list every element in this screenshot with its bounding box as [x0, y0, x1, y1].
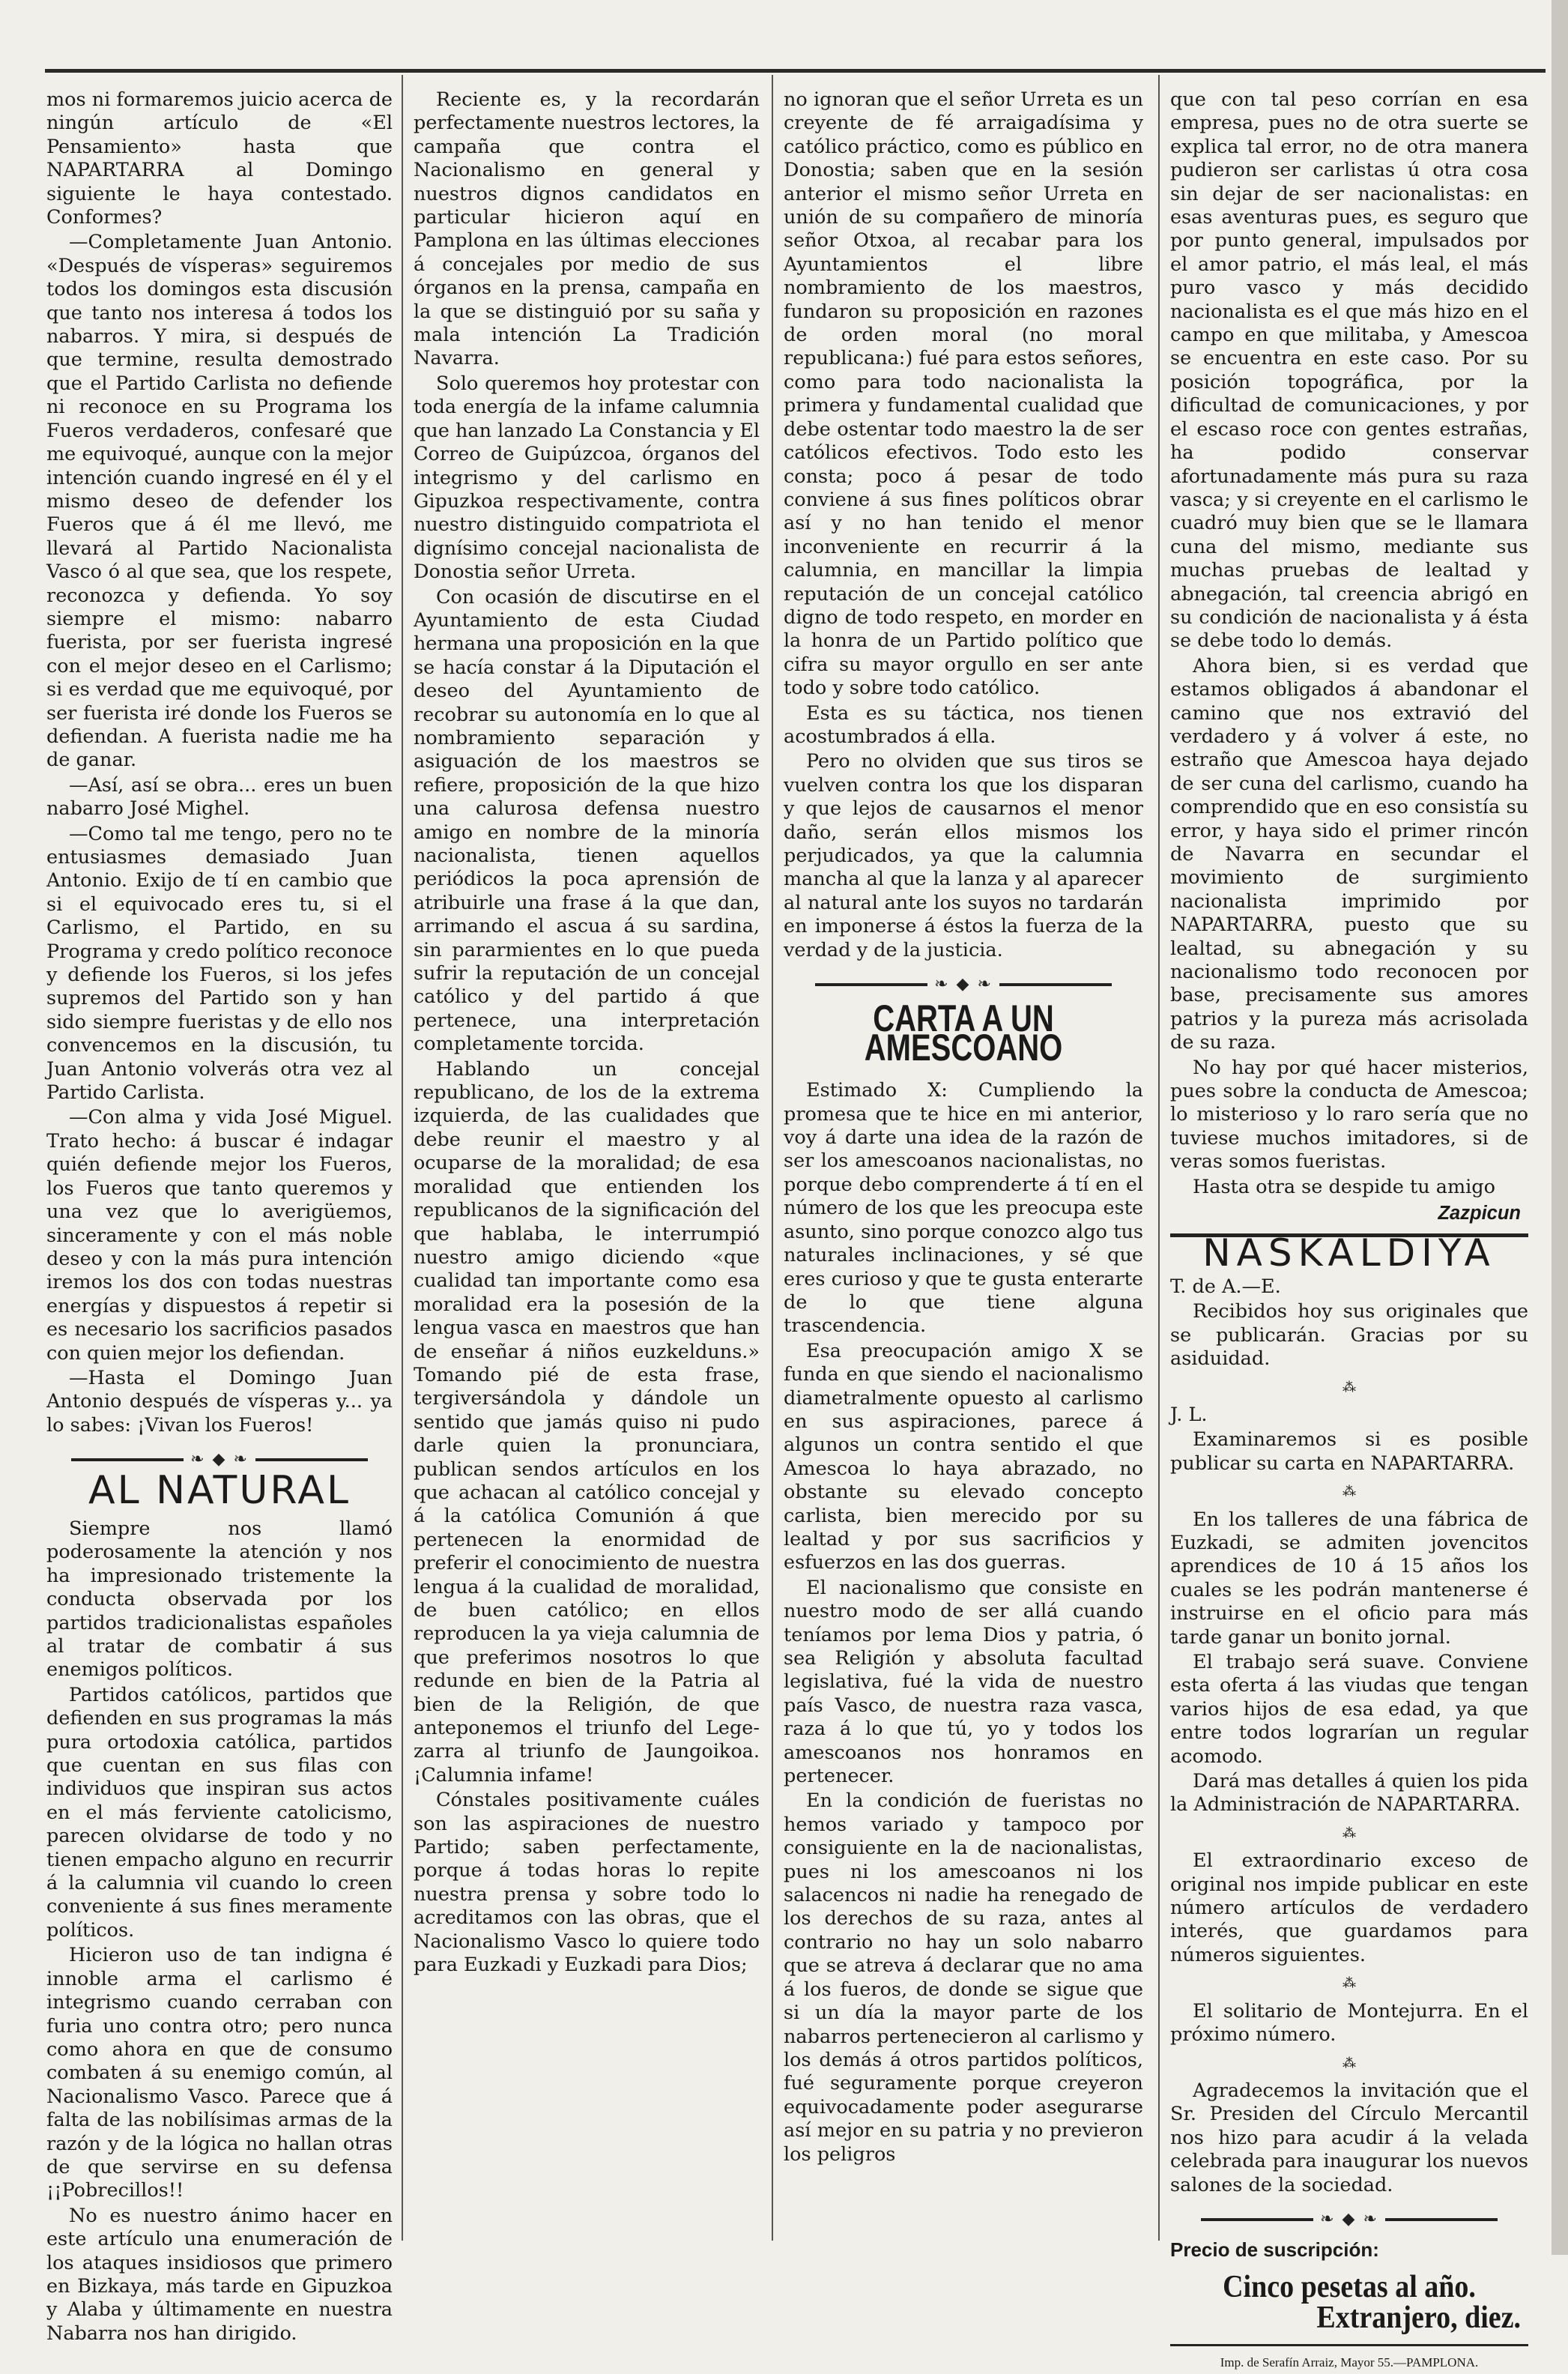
notice: T. de A.—E.	[1170, 1275, 1281, 1298]
notice: J. L.	[1170, 1403, 1208, 1426]
paragraph: —Completamente Juan Antonio. «Después de vísperas» seguiremos todos los domingos esta discusión que tanto nos interesa á todos los nabarros. Y mira, si después de que termine, resulta demostrado que el Partido Carlista no defiende ni reconoce en su Programa los Fueros verdaderos, confesaré que me equivoqué, aunque con la mejor intención cuando ingresé en él y el mismo deseo de defender los Fueros que á él me llevó, me llevará al Partido Nacionalista Vasco ó al que sea, que los respete, reconozca y defienda. Yo soy siempre el mismo: nabarro fuerista, por ser fuerista ingresé con el mejor deseo en el Carlismo; si es verdad que me equivoqué, por ser fuerista iré donde los Fueros se defiendan. A fuerista nadie me ha de ganar.	[46, 231, 393, 772]
ornament-glyph: ❧ ◆ ❧	[190, 1450, 249, 1470]
paragraph: Cónstales positivamente cuáles son las aspiraciones de nuestro Partido; saben perfectamente, porque á todas horas lo repite nuestra prensa y sobre todo lo acreditamos con las obras, que el Nacionalismo Vasco lo quiere todo para Euzkadi y Euzkadi para Dios;	[414, 1789, 760, 1977]
asterism: ⁂	[1343, 2055, 1356, 2071]
asterism: ⁂	[1343, 1379, 1356, 1395]
subscription-title: Precio de suscripción:	[1170, 2238, 1379, 2262]
column-4	[1170, 88, 1528, 2370]
paragraph: Solo queremos hoy protestar con toda energía de la infame calumnia que han lanzado La Constancia y El Correo de Guipúzcoa, órganos del integrismo y del carlismo en Gipuzkoa respectivamente, contra nuestro distinguido compatriota el dignísimo concejal nacionalista de Donostia señor Urreta.	[414, 372, 760, 584]
column-1	[46, 88, 393, 2345]
asterism: ⁂	[1343, 1484, 1356, 1500]
asterism: ⁂	[1343, 1975, 1356, 1992]
paragraph: En la condición de fueristas no hemos variado y tampoco por consiguiente en la de nacionalistas, pues ni los amescoanos ni los salacencos ni nadie ha renegado de los derechos de su raza, antes al contrario no hay un solo nabarro que se atreva á declarar que no ama á los fueros, de donde se sigue que si un día la mayor parte de los nabarros pertenecieron al carlismo y los demás á otros partidos políticos, fué seguramente porque creyeron equivocadamente poder asegurarse así mejor en su patria y no previeron los peligros	[784, 1789, 1143, 2166]
column-divider	[1158, 75, 1160, 2241]
paragraph: Hicieron uso de tan indigna é innoble arma el carlismo é integrismo cuando cerraban con furia uno contra otro; pero nunca como ahora en que de consumo combaten á su enemigo común, al Nacionalismo Vasco. Parece que á falta de las nobilísimas armas de la razón y de la lógica no hallan otras de que servirse en su defensa ¡¡Pobrecillos!!	[46, 1944, 393, 2202]
paragraph: Ahora bien, si es verdad que estamos obligados á abandonar el camino que nos extravió del verdadero y á volver á este, no estraño que Amescoa haya dejado de ser cuna del carlismo, cuando ha comprendido que en eso consistía su error, y haya sido el primer rincón de Navarra en secundar el movimiento de surgimiento nacionalista imprimido por NAPARTARRA, puesto que su lealtad, su abnegación y su nacionalismo todo reconocen por base, precisamente sus amores patrios y la pureza más acrisolada de su raza.	[1170, 654, 1528, 1054]
paragraph: Pero no olviden que sus tiros se vuelven contra los que los disparan y que lejos de causarnos el menor daño, serán ellos mismos los perjudicados, ya que la calumnia mancha al que la lanza y al aparecer al natural ante los suyos no tardarán en imponerse á éstos la fuerza de la verdad y de la justicia.	[784, 750, 1143, 961]
section-title-naskaldiya: NASKALDIYA	[1170, 1233, 1528, 1265]
notice: Recibidos hoy sus originales que se publicarán. Gracias por su asiduidad.	[1170, 1300, 1528, 1371]
paragraph: —Hasta el Domingo Juan Antonio después de vísperas y... ya lo sabes: ¡Vivan los Fueros!	[46, 1366, 393, 1437]
ornament-glyph: ❧ ◆ ❧	[934, 975, 993, 994]
paragraph: No hay por qué hacer misterios, pues sobre la conducta de Amescoa; lo misterioso y lo raro sería que no tuviese muchos imitadores, si de veras somos fueristas.	[1170, 1056, 1528, 1174]
top-rule	[45, 69, 1546, 73]
paragraph: mos ni formaremos juicio acerca de ningún artículo de «El Pensamiento» hasta que NAPARTARRA al Domingo siguiente le haya contestado. Conformes?	[46, 88, 393, 229]
column-divider	[772, 75, 773, 2241]
ornament-glyph: ❧ ◆ ❧	[1320, 2209, 1378, 2229]
paragraph: Estimado X: Cumpliendo la promesa que te hice en mi anterior, voy á darte una idea de la razón de ser los amescoanos nacionalistas, no porque debo comprenderte á tí en el número de los que les preocupa este asunto, sino porque conozco algo tus naturales inclinaciones, y sé que eres curioso y que te gusta enterarte de lo que tiene alguna trascendencia.	[784, 1079, 1143, 1338]
section-title-carta: CARTA A UN AMESCOANO	[864, 998, 1063, 1070]
paragraph: Hasta otra se despide tu amigo	[1193, 1175, 1495, 1198]
notice: El extraordinario exceso de original nos impide publicar en este número artículos de verdadero interés, que guardamos para números siguientes.	[1170, 1849, 1528, 1966]
paragraph: Siempre nos llamó poderosamente la atención y nos ha impresionado tristemente la conducta observada por los partidos tradicionalistas españoles al tratar de combatir á sus enemigos políticos.	[46, 1517, 393, 1682]
paragraph: Reciente es, y la recordarán perfectamente nuestros lectores, la campaña que contra el Nacionalismo en general y nuestros dignos candidatos en particular hicieron aquí en Pamplona en las últimas elecciones á concejales por medio de sus órganos en la prensa, campaña en la que se distinguió por su saña y mala intención La Tradición Navarra.	[414, 88, 760, 370]
imprint: Imp. de Serafín Arraiz, Mayor 55.—PAMPLONA.	[1170, 2344, 1528, 2374]
signature: Zazpicun	[1438, 1203, 1521, 1224]
subscription-price: Cinco pesetas al año.	[1223, 2269, 1476, 2304]
page-edge	[1552, 0, 1568, 2255]
paragraph: No es nuestro ánimo hacer en este artículo una enumeración de los ataques insidiosos que primero en Bizkaya, más tarde en Gipuzkoa y Alaba y últimamente en nuestra Nabarra nos han dirigido.	[46, 2204, 393, 2345]
column-3	[784, 88, 1143, 2232]
paragraph: Partidos católicos, partidos que defienden en sus programas la más pura ortodoxia católica, partidos que cuentan en sus filas con individuos que inspiran sus actos en el más ferviente catolicismo, parecen olvidarse de todo y no tienen empacho alguno en recurrir á la calumnia vil cuando lo creen conveniente á sus fines meramente políticos.	[46, 1683, 393, 1942]
paragraph: Hablando un concejal republicano, de los de la extrema izquierda, de las cualidades que debe reunir el maestro y al ocuparse de la moralidad; de esa moralidad que entienden los republicanos de la significación del que hablaba, le interrumpió nuestro amigo diciendo «que cualidad tan importante como esa moralidad era la posesión de la lengua vasca en maestros que han de enseñar á niños euzkelduns.» Tomando pié de esta frase, tergiversándola y dándole un sentido que jamás quiso ni pudo darle quien la pronunciara, publican sendos artículos en los que achacan al católico concejal y á la católica Comunión á que pertenecen la enormidad de preferir el conocimiento de nuestra lengua á la cualidad de moralidad, de buen católico; en ellos reproducen la ya vieja calumnia de que preferimos nosotros lo que redunde en bien de la Patria al bien de la Religión, de que anteponemos el triunfo del Lege-zarra al triunfo de Jaungoikoa. ¡Calumnia infame!	[414, 1057, 760, 1786]
section-ornament	[1170, 2208, 1528, 2231]
paragraph: —Con alma y vida José Miguel. Trato hecho: á buscar é indagar quién defiende mejor los Fueros, los Fueros que tanto queremos y una vez que lo averigüemos, sinceramente y con el más noble deseo y con la más pura intención iremos los dos con todas nuestras energías y dispuestos á repetir si es necesario los sacrificios pasados con quien mejor los defiendan.	[46, 1106, 393, 1365]
section-ornament	[784, 973, 1143, 996]
paragraph: Esa preocupación amigo X se funda en que siendo el nacionalismo diametralmente opuesto al carlismo en sus aspiraciones, parece á algunos un contra sentido el que Amescoa lo haya abrazado, no obstante su elevado concepto carlista, bien merecido por su lealtad y por sus sacrificios y esfuerzos en las dos guerras.	[784, 1339, 1143, 1574]
notice: En los talleres de una fábrica de Euzkadi, se admiten jovencitos aprendices de 10 á 15 años los cuales se les podrán mantenerse é instruirse en el oficio para más tarde ganar un bonito jornal.	[1170, 1508, 1528, 1649]
notice: El solitario de Montejurra. En el próximo número.	[1170, 1999, 1528, 2047]
column-2	[414, 88, 760, 2232]
paragraph: no ignoran que el señor Urreta es un creyente de fé arraigadísima y católico práctico, como es público en Donostia; saben que en la sesión anterior el mismo señor Urreta en unión de su compañero de minoría señor Otxoa, al recabar para los Ayuntamientos el libre nombramiento de los maestros, fundaron su proposición en razones de orden moral (no moral republicana:) fué para estos señores, como para todo nacionalista la primera y fundamental cualidad que debe ostentar todo maestro la de ser católicos efectivos. Todo esto les consta; poco á pesar de todo conviene á sus fines políticos obrar así y no han tenido el menor inconveniente en recurrir á la calumnia, en mancillar la limpia reputación de un concejal católico digno de todo respeto, en morder en la honra de un Partido político que cifra su mayor orgullo en ser ante todo y sobre todo católico.	[784, 88, 1143, 700]
paragraph: Esta es su táctica, nos tienen acostumbrados á ella.	[784, 701, 1143, 748]
paragraph: —Como tal me tengo, pero no te entusiasmes demasiado Juan Antonio. Exijo de tí en cambio que si el equivocado eres tu, si el Carlismo, el Partido, en su Programa y credo político reconoce y defiende los Fueros, si los jefes supremos del Partido son y han sido siempre fueristas y de ello nos convencemos en la discusión, tu Juan Antonio volverás otra vez al Partido Carlista.	[46, 822, 393, 1105]
asterism: ⁂	[1343, 1825, 1356, 1841]
notice: Dará mas detalles á quien los pida la Administración de NAPARTARRA.	[1170, 1770, 1528, 1816]
column-divider	[402, 75, 403, 2241]
subscription-foreign: Extranjero, diez.	[1316, 2300, 1521, 2336]
section-title-al-natural: AL NATURAL	[88, 1467, 351, 1513]
paragraph: Con ocasión de discutirse en el Ayuntamiento de esta Ciudad hermana una proposición en la que se hacía constar á la Diputación el deseo del Ayuntamiento de recobrar su autonomía en lo que al nombramiento separación y asiguación de los maestros se refiere, proposición de la que hizo una calurosa defensa nuestro amigo en nombre de la minoría nacionalista, tienen aquellos periódicos la poca aprensión de atribuirle una frase á la que dan, arrimando el ascua á su sardina, sin pararmientes en lo que pueda sufrir la reputación de un concejal católico y del partido á que pertenece, una interpretación completamente torcida.	[414, 585, 760, 1056]
paragraph: —Así, así se obra... eres un buen nabarro José Mighel.	[46, 773, 393, 821]
notice: Agradecemos la invitación que el Sr. Presiden del Círculo Mercantil nos hizo para acudir á la velada celebrada para inaugurar los nuevos salones de la sociedad.	[1170, 2079, 1528, 2196]
notice: Examinaremos si es posible publicar su carta en NAPARTARRA.	[1170, 1428, 1528, 1475]
notice: El trabajo será suave. Conviene esta oferta á las viudas que tengan varios hijos de esa edad, ya que entre todos lograrían un regular acomodo.	[1170, 1651, 1528, 1768]
paragraph: que con tal peso corrían en esa empresa, pues no de otra suerte se explica tal error, no de otra manera pudieron ser carlistas ú otra cosa sin dejar de ser nacionalistas: en esas aventuras pues, es seguro que por punto general, impulsados por el amor patrio, el más leal, el más puro vasco y más decidido nacionalista es el que más hizo en el campo en que militaba, y Amescoa se encuentra en este caso. Por su posición topográfica, por la dificultad de comunicaciones, y por el escaso roce con gentes estrañas, ha podido conservar afortunadamente más pura su raza vasca; y si creyente en el carlismo le cuadró muy bien que se le llamara cuna del mismo, mediante sus muchas pruebas de lealtad y abnegación, tal creencia abrigó en su condición de nacionalista y á ésta se debe todo lo demás.	[1170, 88, 1528, 653]
paragraph: El nacionalismo que consiste en nuestro modo de ser allá cuando teníamos por lema Dios y patria, ó sea Religión y absoluta facultad legislativa, fué la vida de nuestro país Vasco, de nuestra raza vasca, raza á lo que tú, yo y todos los amescoanos nos honramos en pertenecer.	[784, 1576, 1143, 1788]
